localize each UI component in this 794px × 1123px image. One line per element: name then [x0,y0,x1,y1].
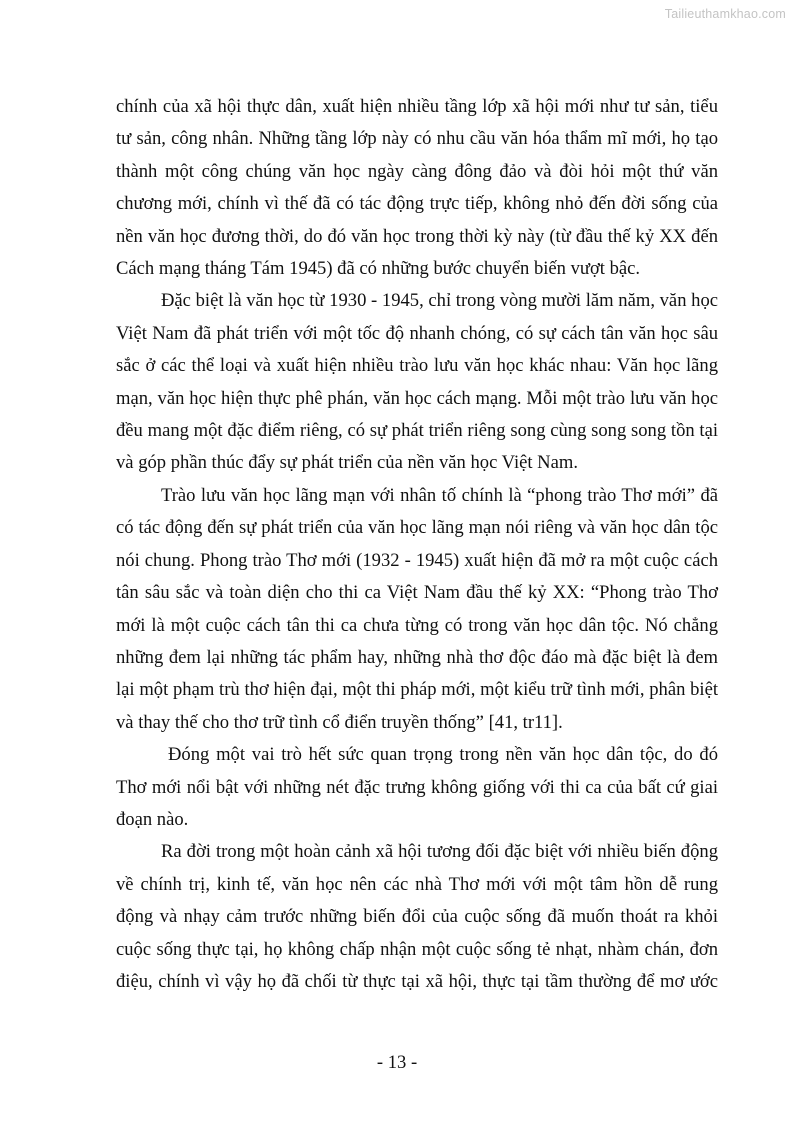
body-text [116,91,718,998]
paragraph-3: Trào lưu văn học lãng mạn với nhân tố chính là “phong trào Thơ mới” đã có tác động đến sự phát triển của văn học lãng mạn nói riêng và văn học dân tộc nói chung. Phong trào Thơ mới (1932 - 1945) xuất hiện đã mở ra một cuộc cách tân sâu sắc và toàn diện cho thi ca Việt Nam đầu thế kỷ XX: “Phong trào Thơ mới là một cuộc cách tân thi ca chưa từng có trong văn học dân tộc. Nó chẳng những đem lại những tác phẩm hay, những nhà thơ độc đáo mà đặc biệt là đem lại một phạm trù thơ hiện đại, một thi pháp mới, một kiểu trữ tình mới, phân biệt và thay thế cho thơ trữ tình cổ điển truyền thống” [41, tr11]. [116,484,718,733]
watermark: Tailieuthamkhao.com [664,7,786,21]
paragraph-5: Ra đời trong một hoàn cảnh xã hội tương đối đặc biệt với nhiều biến động về chính trị, kinh tế, văn học nên các nhà Thơ mới với một tâm hồn dễ rung động và nhạy cảm trước những biến đổi của cuộc sống đã muốn thoát ra khỏi cuộc sống thực tại, họ không chấp nhận một cuộc sống tẻ nhạt, nhàm chán, đơn điệu, chính vì vậy họ đã chối từ thực tại xã hội, thực tại tầm thường để mơ ước [116,841,718,992]
paragraph-2: Đặc biệt là văn học từ 1930 - 1945, chỉ trong vòng mười lăm năm, văn học Việt Nam đã phát triển với một tốc độ nhanh chóng, có sự cách tân văn học sâu sắc ở các thể loại và xuất hiện nhiều trào lưu văn học khác nhau: Văn học lãng mạn, văn học hiện thực phê phán, văn học cách mạng. Mỗi một trào lưu văn học đều mang một đặc điểm riêng, có sự phát triển riêng song cùng song song tồn tại và góp phần thúc đẩy sự phát triển của nền văn học Việt Nam. [116,290,718,474]
paragraph-1: chính của xã hội thực dân, xuất hiện nhiều tầng lớp xã hội mới như tư sản, tiểu tư sản, công nhân. Những tầng lớp này có nhu cầu văn hóa thẩm mĩ mới, họ tạo thành một công chúng văn học ngày càng đông đảo và đòi hỏi một thứ văn chương mới, chính vì thế đã có tác động trực tiếp, không nhỏ đến đời sống của nền văn học đương thời, do đó văn học trong thời kỳ này (từ đầu thế kỷ XX đến Cách mạng tháng Tám 1945) đã có những bước chuyển biến vượt bậc. [116,96,718,280]
page-number: - 13 - [376,1052,418,1073]
paragraph-4: Đóng một vai trò hết sức quan trọng trong nền văn học dân tộc, do đó Thơ mới nổi bật với những nét đặc trưng không giống với thi ca của bất cứ giai đoạn nào. [116,744,718,830]
